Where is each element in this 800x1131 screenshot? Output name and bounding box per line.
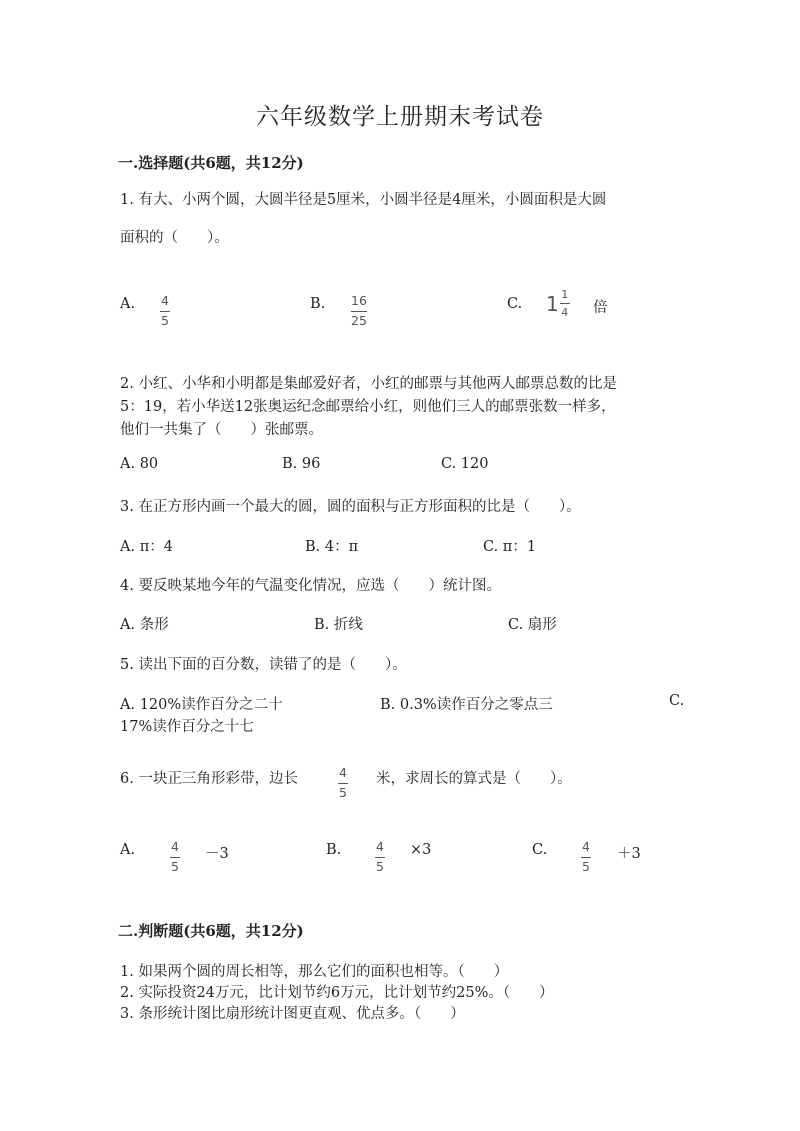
q6-option-b-label[interactable]: B.	[326, 842, 342, 858]
q6-option-b-operation: ×3	[410, 842, 432, 858]
q6-option-a-label[interactable]: A.	[120, 842, 136, 858]
q3-option-a[interactable]: A. π：4	[120, 539, 173, 555]
q1-option-b-label[interactable]: B.	[310, 296, 326, 312]
fraction-bar	[170, 857, 180, 858]
question-1-line-1: 1. 有大、小两个圆，大圆半径是5厘米，小圆半径是4厘米，小圆面积是大圆	[120, 192, 607, 208]
fraction-numerator: 4	[171, 839, 179, 854]
q5-option-c-text: 17%读作百分之十七	[120, 719, 254, 735]
section-heading-choice: 一.选择题(共6题，共12分)	[118, 154, 304, 172]
q2-option-b[interactable]: B. 96	[282, 456, 321, 472]
fraction-numerator: 4	[582, 839, 590, 854]
fraction-denominator: 4	[561, 306, 569, 319]
q5-option-b[interactable]: B. 0.3%读作百分之零点三	[380, 697, 553, 713]
q2-option-c[interactable]: C. 120	[441, 456, 489, 472]
question-4-line-1: 4. 要反映某地今年的气温变化情况，应选（ ）统计图。	[120, 578, 501, 594]
q4-option-a[interactable]: A. 条形	[120, 617, 169, 633]
question-5-line-1: 5. 读出下面的百分数，读错了的是（ ）。	[120, 657, 407, 673]
q5-option-c-label[interactable]: C.	[669, 693, 685, 709]
q6-side-length-fraction	[338, 762, 348, 799]
q6-option-c-label[interactable]: C.	[532, 842, 548, 858]
mixed-whole: 1	[546, 291, 559, 316]
q5-option-a[interactable]: A. 120%读作百分之二十	[120, 697, 283, 713]
fraction-numerator: 4	[161, 293, 169, 308]
q1-option-a-fraction	[160, 290, 170, 327]
q6-option-a-operation: －3	[205, 846, 229, 862]
fraction-bar	[338, 783, 348, 784]
question-3-line-1: 3. 在正方形内画一个最大的圆，圆的面积与正方形面积的比是（ ）。	[120, 499, 581, 515]
question-1-line-2: 面积的（ ）。	[120, 230, 229, 246]
q1-option-b-fraction	[351, 290, 367, 327]
q1-option-a-label[interactable]: A.	[120, 296, 136, 312]
q6-option-c-operation: ＋3	[617, 846, 641, 862]
question-2-line-1: 2. 小红、小华和小明都是集邮爱好者，小红的邮票与其他两人邮票总数的比是	[120, 376, 617, 392]
q4-option-c[interactable]: C. 扇形	[508, 617, 557, 633]
fraction-denominator: 25	[351, 312, 367, 328]
fraction-denominator: 5	[171, 858, 179, 874]
question-2-line-2: 5：19，若小华送12张奥运纪念邮票给小红，则他们三人的邮票张数一样多，	[120, 399, 616, 415]
fraction-numerator: 1	[561, 288, 569, 301]
fraction-denominator: 5	[161, 312, 169, 328]
judge-item-3: 3. 条形统计图比扇形统计图更直观、优点多。（ ）	[120, 1006, 465, 1022]
q2-option-a[interactable]: A. 80	[120, 456, 159, 472]
q3-option-c[interactable]: C. π：1	[483, 539, 537, 555]
question-2-line-3: 他们一共集了（ ）张邮票。	[120, 422, 323, 438]
fraction-denominator: 5	[582, 858, 590, 874]
fraction-numerator: 16	[351, 293, 367, 308]
q4-option-b[interactable]: B. 折线	[314, 617, 363, 633]
section-heading-true-false: 二.判断题(共6题，共12分)	[118, 922, 304, 940]
q1-option-c-suffix: 倍	[593, 300, 608, 316]
fraction-numerator: 4	[339, 765, 347, 780]
fraction-numerator: 4	[376, 839, 384, 854]
question-6-prefix: 6. 一块正三角形彩带，边长	[120, 771, 298, 787]
fraction-bar	[160, 311, 170, 312]
fraction-bar	[375, 857, 385, 858]
q1-option-c-mixed-number	[546, 289, 570, 318]
q1-option-c-label[interactable]: C.	[507, 296, 523, 312]
fraction-bar	[560, 303, 570, 304]
judge-item-2: 2. 实际投资24万元，比计划节约6万元，比计划节约25%。（ ）	[120, 985, 554, 1001]
q6-option-c-fraction	[581, 836, 591, 873]
q3-option-b[interactable]: B. 4：π	[305, 539, 359, 555]
q6-option-b-fraction	[375, 836, 385, 873]
fraction-denominator: 5	[376, 858, 384, 874]
fraction-bar	[351, 311, 367, 312]
fraction-denominator: 5	[339, 784, 347, 800]
q6-option-a-fraction	[170, 836, 180, 873]
fraction-bar	[581, 857, 591, 858]
judge-item-1: 1. 如果两个圆的周长相等，那么它们的面积也相等。（ ）	[120, 964, 509, 980]
question-6-suffix: 米，求周长的算式是（ ）。	[376, 771, 572, 787]
page-title: 六年级数学上册期末考试卷	[256, 104, 544, 130]
